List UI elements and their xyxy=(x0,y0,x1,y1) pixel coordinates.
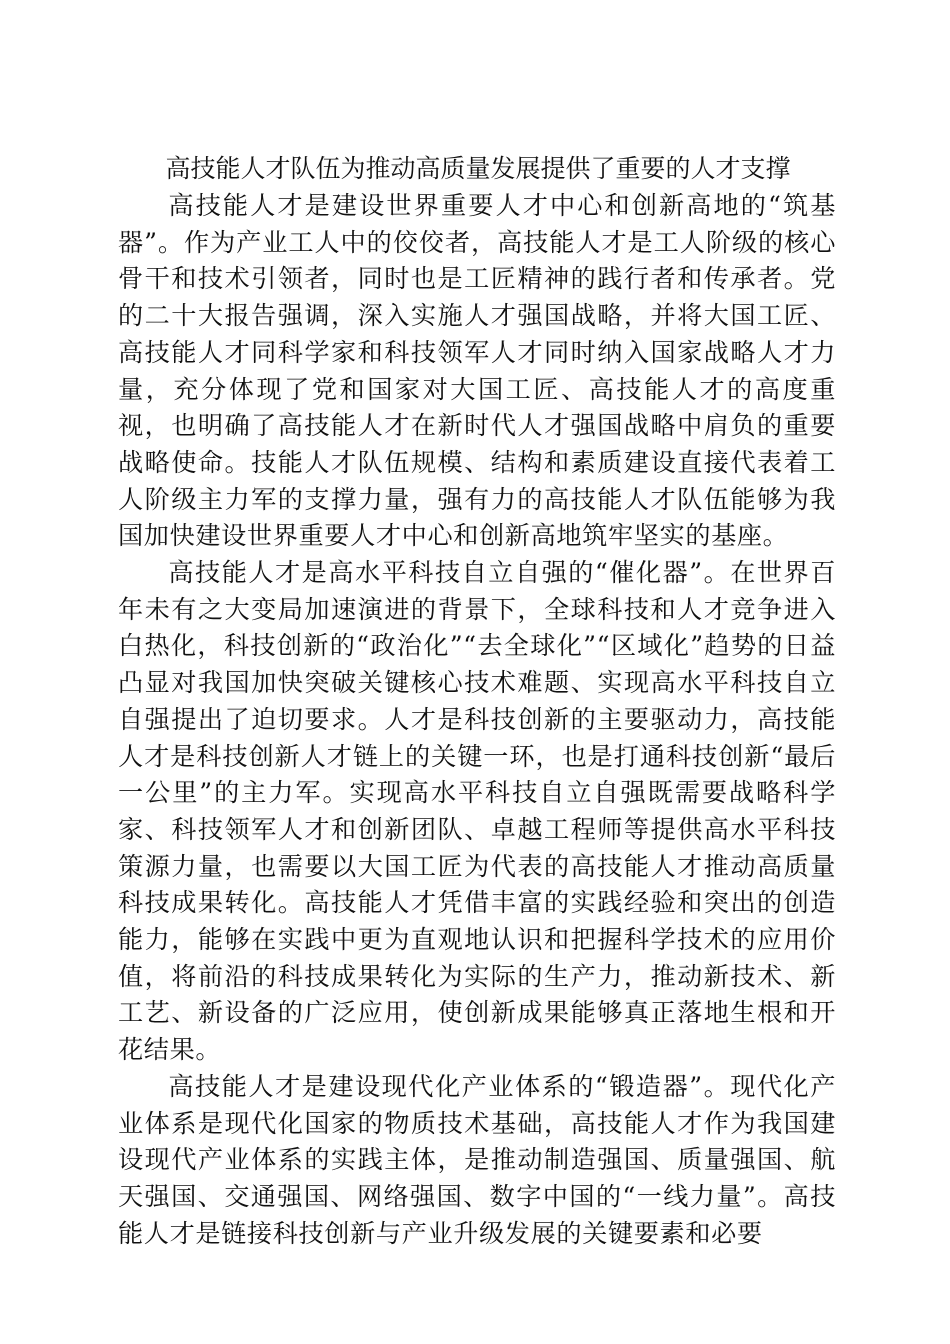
paragraph-3: 高技能人才是建设现代化产业体系的“锻造器”。现代化产业体系是现代化国家的物质技术基础，高技能人才作为我国建设现代产业体系的实践主体，是推动制造强国、质量强国、航天强国、交通强国、网络强国、数字中国的“一线力量”。高技能人才是链接科技创新与产业升级发展的关键要素和必要 xyxy=(118,1071,836,1248)
body-text xyxy=(118,188,836,1252)
paragraph-2: 高技能人才是高水平科技自立自强的“催化器”。在世界百年未有之大变局加速演进的背景下，全球科技和人才竞争进入白热化，科技创新的“政治化”“去全球化”“区域化”趋势的日益凸显对我国加快突破关键核心技术难题、实现高水平科技自立自强提出了迫切要求。人才是科技创新的主要驱动力，高技能人才是科技创新人才链上的关键一环，也是打通科技创新“最后一公里”的主力军。实现高水平科技自立自强既需要战略科学家、科技领军人才和创新团队、卓越工程师等提供高水平科技策源力量，也需要以大国工匠为代表的高技能人才推动高质量科技成果转化。高技能人才凭借丰富的实践经验和突出的创造能力，能够在实践中更为直观地认识和把握科学技术的应用价值，将前沿的科技成果转化为实际的生产力，推动新技术、新工艺、新设备的广泛应用，使创新成果能够真正落地生根和开花结果。 xyxy=(118,558,836,1065)
paragraph-1: 高技能人才是建设世界重要人才中心和创新高地的“筑基器”。作为产业工人中的佼佼者，高技能人才是工人阶级的核心骨干和技术引领者，同时也是工匠精神的践行者和传承者。党的二十大报告强调，深入实施人才强国战略，并将大国工匠、高技能人才同科学家和科技领军人才同时纳入国家战略人才力量，充分体现了党和国家对大国工匠、高技能人才的高度重视，也明确了高技能人才在新时代人才强国战略中肩负的重要战略使命。技能人才队伍规模、结构和素质建设直接代表着工人阶级主力军的支撑力量，强有力的高技能人才队伍能够为我国加快建设世界重要人才中心和创新高地筑牢坚实的基座。 xyxy=(118,191,836,551)
page-title: 高技能人才队伍为推动高质量发展提供了重要的人才支撑 xyxy=(165,154,791,183)
